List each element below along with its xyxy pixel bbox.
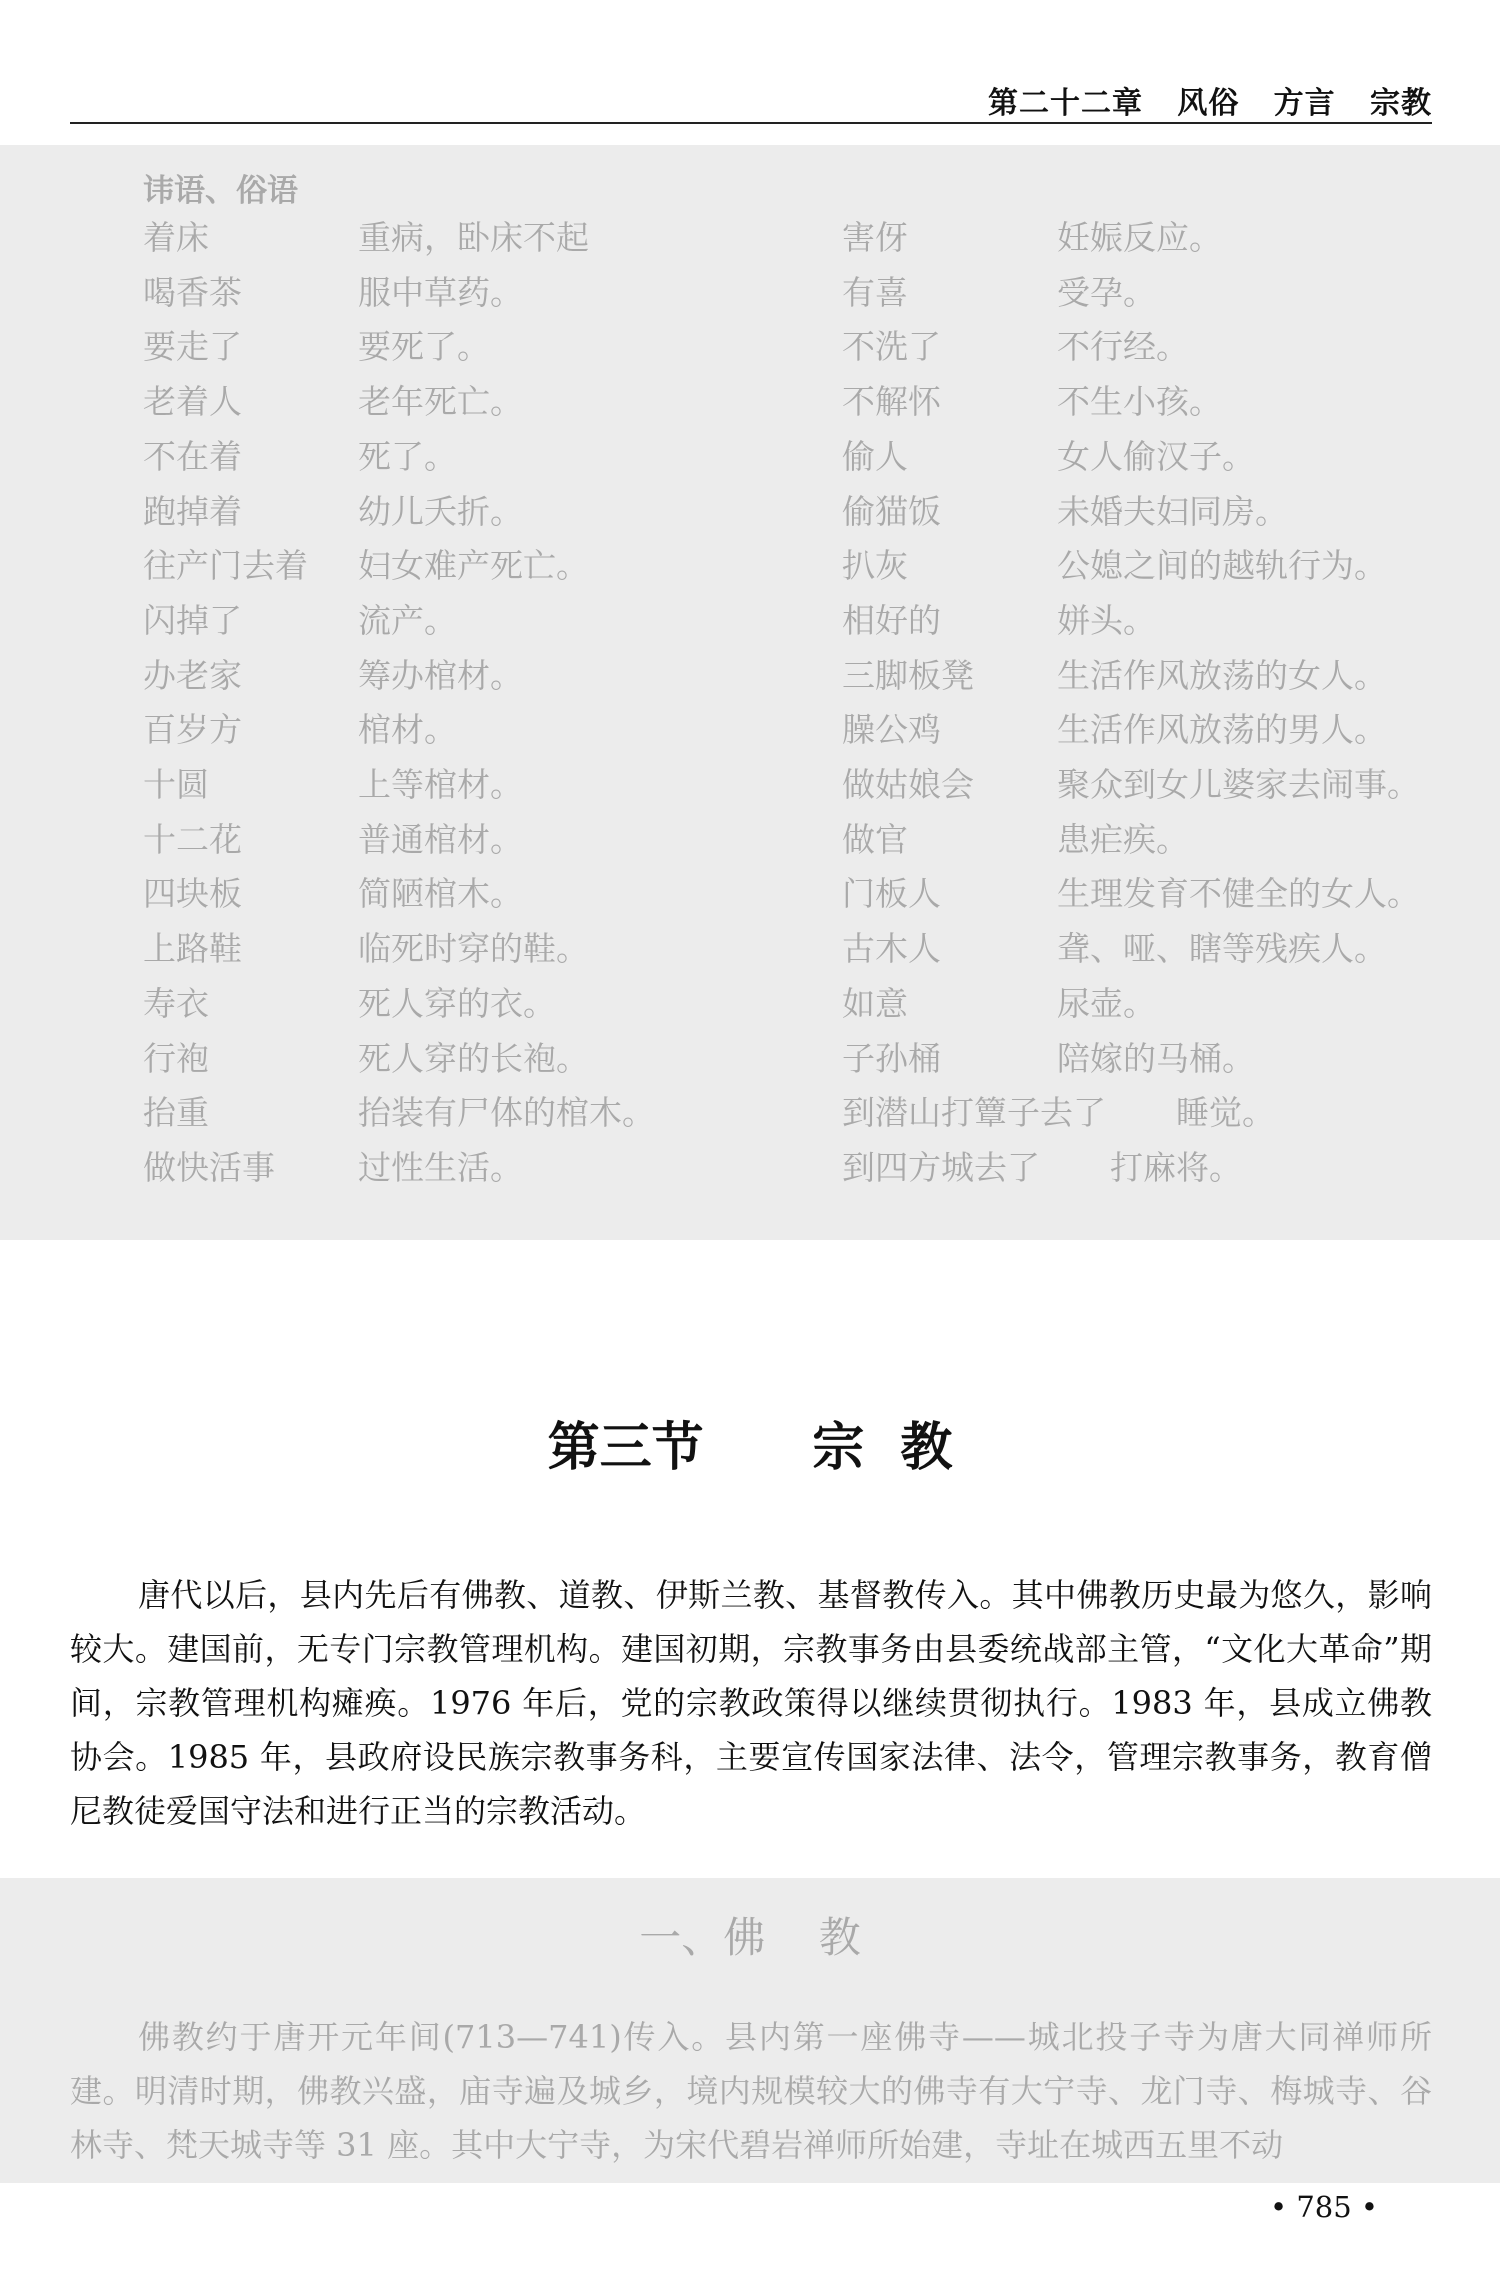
euphemism-meaning: 简陋棺木。 (358, 874, 523, 913)
euphemism-term: 做快活事 (143, 1148, 275, 1187)
euphemism-term: 不在着 (143, 437, 242, 476)
euphemism-term: 老着人 (143, 382, 242, 421)
euphemism-term: 如意 (842, 984, 908, 1023)
euphemism-term: 跑掉着 (143, 492, 242, 531)
euphemism-term: 到潜山打簟子去了 (842, 1093, 1106, 1132)
euphemism-meaning: 陪嫁的马桶。 (1057, 1039, 1255, 1078)
euphemism-term: 闪掉了 (143, 601, 242, 640)
euphemism-meaning: 要死了。 (358, 327, 490, 366)
euphemism-meaning: 过性生活。 (358, 1148, 523, 1187)
euphemism-meaning: 公媳之间的越轨行为。 (1057, 546, 1387, 585)
euphemism-meaning: 生理发育不健全的女人。 (1057, 874, 1420, 913)
euphemism-term: 做官 (842, 820, 908, 859)
euphemism-meaning: 死人穿的衣。 (358, 984, 556, 1023)
euphemism-meaning: 未婚夫妇同房。 (1057, 492, 1288, 531)
euphemism-term: 做姑娘会 (842, 765, 974, 804)
euphemism-meaning: 幼儿夭折。 (358, 492, 523, 531)
euphemism-meaning: 不生小孩。 (1057, 382, 1222, 421)
euphemism-term: 上路鞋 (143, 929, 242, 968)
euphemism-meaning: 死人穿的长袍。 (358, 1039, 589, 1078)
euphemism-meaning: 临死时穿的鞋。 (358, 929, 589, 968)
euphemism-term: 四块板 (143, 874, 242, 913)
euphemism-term: 偷猫饭 (842, 492, 941, 531)
euphemism-meaning: 聋、哑、瞎等残疾人。 (1057, 929, 1387, 968)
euphemism-meaning: 抬装有尸体的棺木。 (358, 1093, 655, 1132)
euphemism-term: 门板人 (842, 874, 941, 913)
euphemism-term: 相好的 (842, 601, 941, 640)
section-title: 第三节 宗 教 (547, 1417, 953, 1478)
euphemism-term: 十圆 (143, 765, 209, 804)
euphemism-meaning: 普通棺材。 (358, 820, 523, 859)
euphemism-term: 有喜 (842, 273, 908, 312)
subsection-title: 一、佛 教 (639, 1913, 861, 1962)
euphemism-meaning: 棺材。 (358, 710, 457, 749)
euphemism-term: 扒灰 (842, 546, 908, 585)
euphemism-term: 害伢 (842, 218, 908, 257)
euphemism-meaning: 生活作风放荡的男人。 (1057, 710, 1387, 749)
euphemism-meaning: 重病，卧床不起 (358, 218, 589, 257)
euphemism-meaning: 聚众到女儿婆家去闹事。 (1057, 765, 1420, 804)
euphemism-term: 到四方城去了 (842, 1148, 1040, 1187)
euphemism-meaning: 受孕。 (1057, 273, 1156, 312)
euphemism-meaning: 生活作风放荡的女人。 (1057, 656, 1387, 695)
euphemism-term: 要走了 (143, 327, 242, 366)
euphemism-term: 寿衣 (143, 984, 209, 1023)
euphemism-term: 不解怀 (842, 382, 941, 421)
buddhism-text (70, 2010, 1432, 2172)
euphemism-meaning: 流产。 (358, 601, 457, 640)
euphemism-meaning: 筹办棺材。 (358, 656, 523, 695)
euphemism-term: 往产门去着 (143, 546, 308, 585)
euphemism-term: 行袍 (143, 1039, 209, 1078)
intro-paragraph: 唐代以后，县内先后有佛教、道教、伊斯兰教、基督教传入。其中佛教历史最为悠久，影响较大。建国前，无专门宗教管理机构。建国初期，宗教事务由县委统战部主管，“文化大革命”期间，宗教管理机构瘫痪。1976 年后，党的宗教政策得以继续贯彻执行。1983 年，县成立佛教协会。1985 年，县政府设民族宗教事务科，主要宣传国家法律、法令，管理宗教事务，教育僧尼教徒爱国守法和进行正当的宗教活动。 (70, 1576, 1432, 1830)
euphemism-term: 办老家 (143, 656, 242, 695)
section-intro (70, 1568, 1432, 1838)
euphemism-meaning: 患疟疾。 (1057, 820, 1189, 859)
euphemism-term: 十二花 (143, 820, 242, 859)
euphemism-term: 子孙桶 (842, 1039, 941, 1078)
euphemism-meaning: 妊娠反应。 (1057, 218, 1222, 257)
euphemism-meaning: 尿壶。 (1057, 984, 1156, 1023)
page-number: • 785 • (1270, 2190, 1378, 2224)
euphemism-term: 臊公鸡 (842, 710, 941, 749)
buddhism-paragraph: 佛教约于唐开元年间(713—741)传入。县内第一座佛寺——城北投子寺为唐大同禅师所建。明清时期，佛教兴盛，庙寺遍及城乡，境内规模较大的佛寺有大宁寺、龙门寺、梅城寺、谷林寺、梵天城寺等 31 座。其中大宁寺，为宋代碧岩禅师所始建，寺址在城西五里不动 (70, 2018, 1432, 2164)
euphemism-term: 不洗了 (842, 327, 941, 366)
euphemism-meaning: 姘头。 (1057, 601, 1156, 640)
euphemism-term: 喝香茶 (143, 273, 242, 312)
euphemism-term: 抬重 (143, 1093, 209, 1132)
page-header (70, 72, 1432, 124)
euphemism-term: 着床 (143, 218, 209, 257)
euphemism-section-label: 讳语、俗语 (143, 173, 298, 209)
chapter-title: 第二十二章 风俗 方言 宗教 (988, 86, 1432, 121)
euphemism-meaning: 老年死亡。 (358, 382, 523, 421)
euphemism-meaning: 打麻将。 (1110, 1148, 1242, 1187)
euphemism-meaning: 不行经。 (1057, 327, 1189, 366)
euphemism-meaning: 女人偷汉子。 (1057, 437, 1255, 476)
euphemism-term: 三脚板凳 (842, 656, 974, 695)
euphemism-meaning: 睡觉。 (1176, 1093, 1275, 1132)
euphemism-term: 古木人 (842, 929, 941, 968)
euphemism-meaning: 服中草药。 (358, 273, 523, 312)
euphemism-term: 百岁方 (143, 710, 242, 749)
euphemism-term: 偷人 (842, 437, 908, 476)
euphemism-meaning: 死了。 (358, 437, 457, 476)
euphemism-meaning: 上等棺材。 (358, 765, 523, 804)
euphemism-meaning: 妇女难产死亡。 (358, 546, 589, 585)
